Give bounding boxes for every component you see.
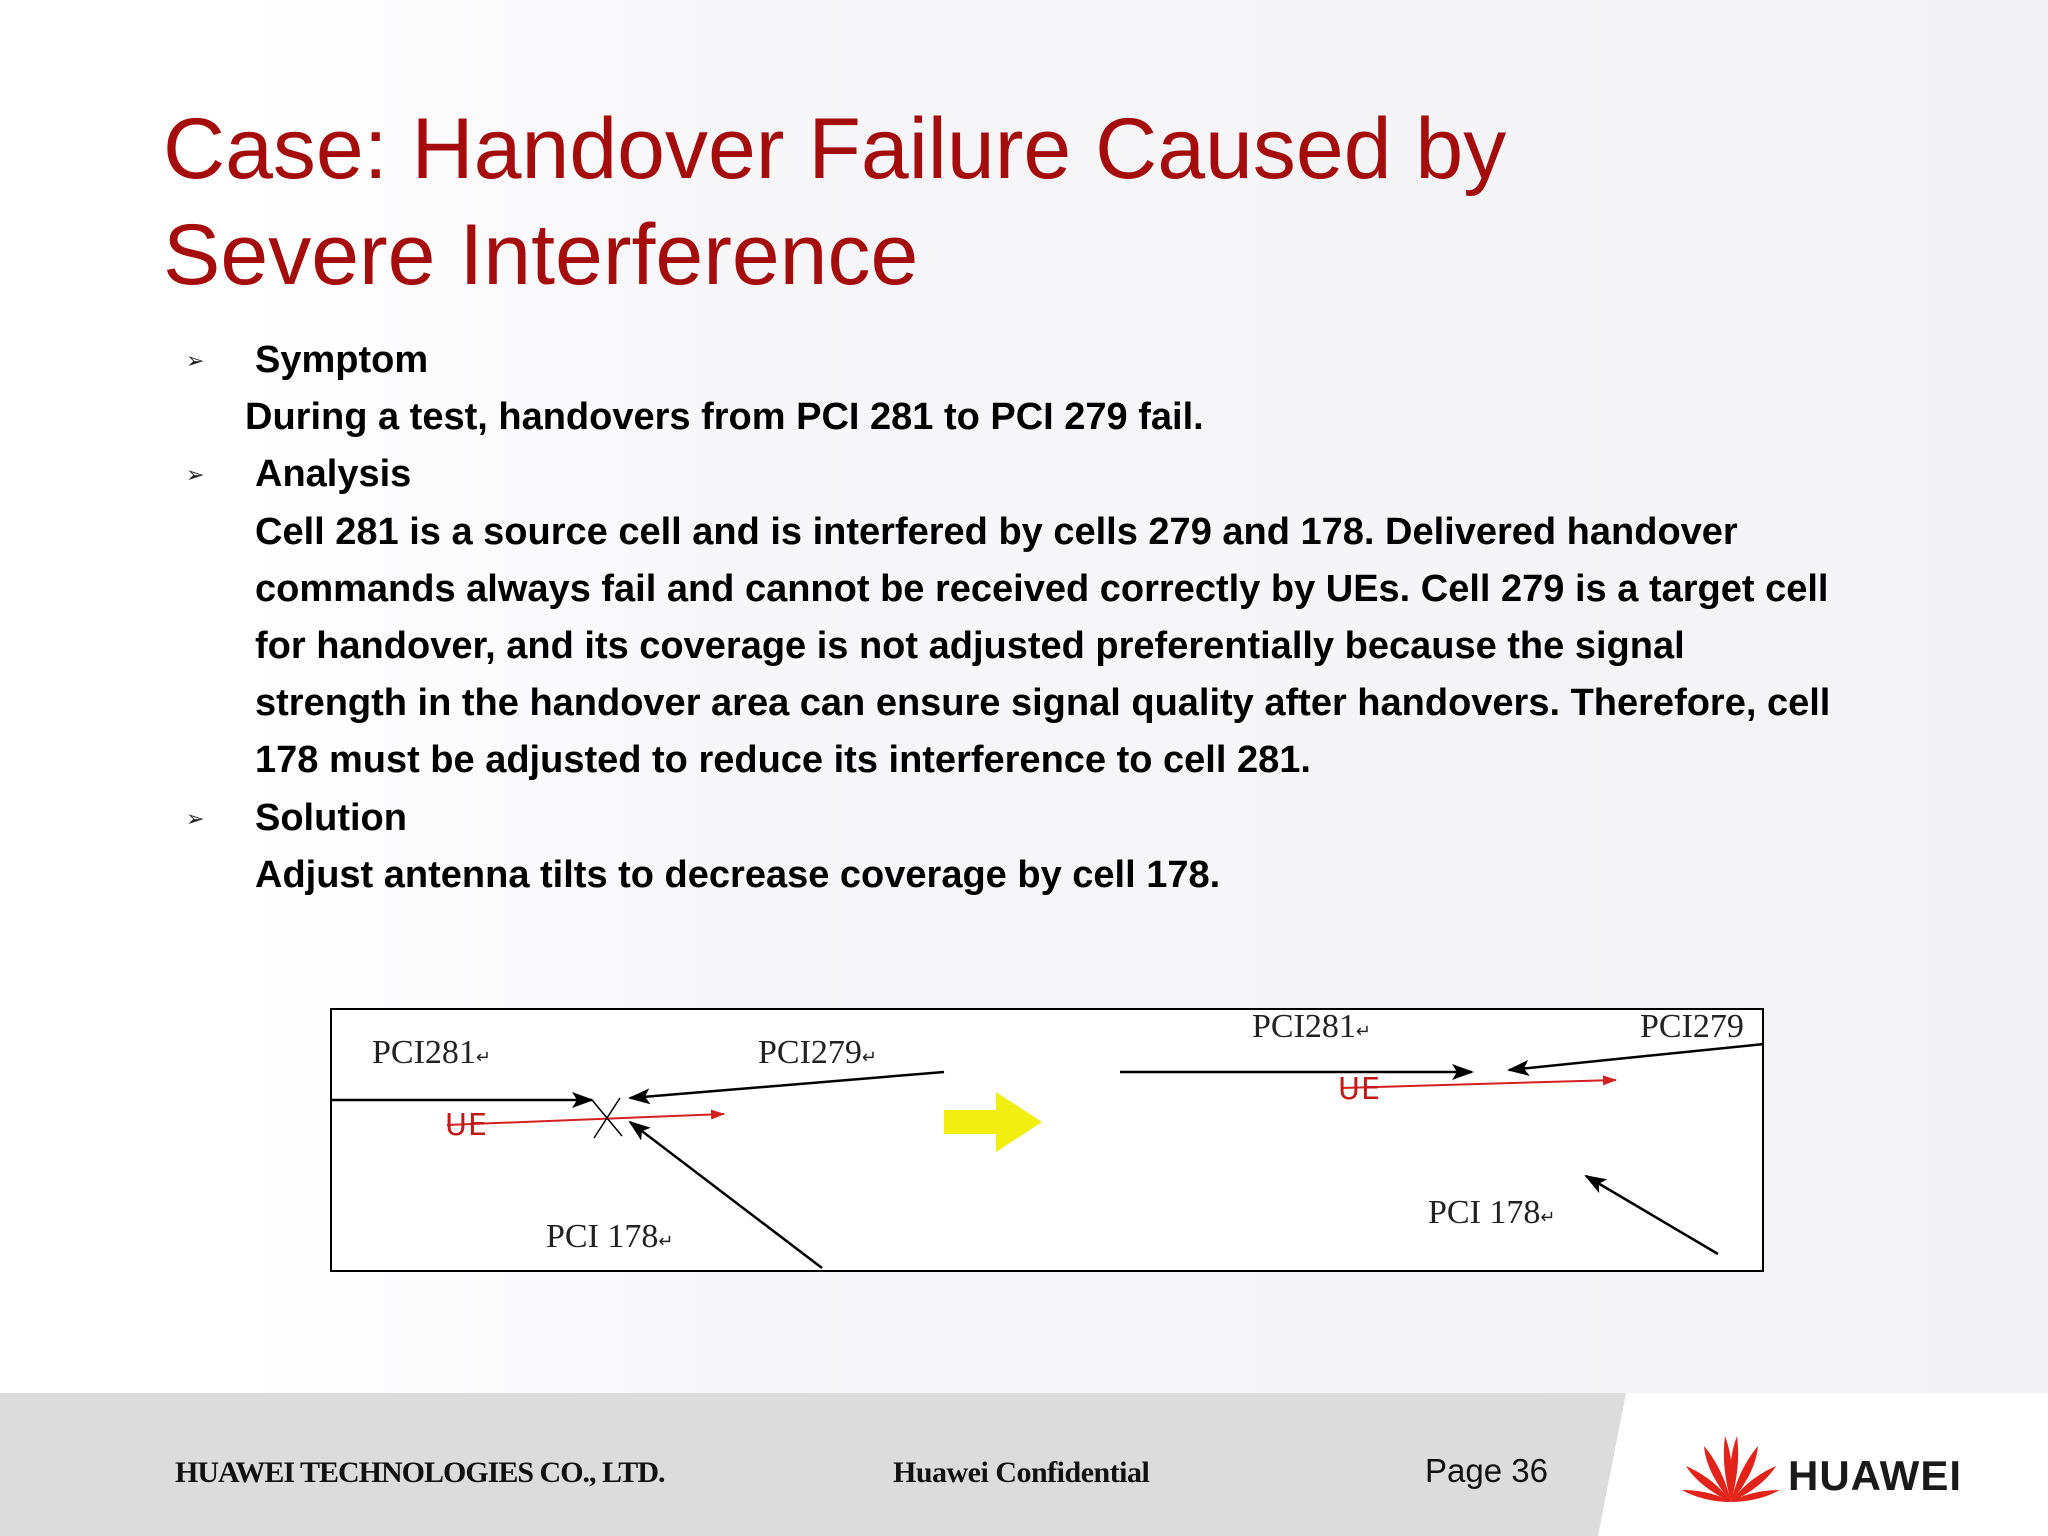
huawei-flower-logo-icon xyxy=(1676,1428,1786,1508)
arrow-bullet-icon: ➢ xyxy=(186,348,205,373)
before-pci281-label: PCI281↵ xyxy=(372,1034,492,1071)
pci279-signal-arrow xyxy=(630,1072,944,1098)
transition-arrow-icon xyxy=(944,1092,1042,1152)
title-line-2: Severe Interference xyxy=(163,207,919,303)
arrow-bullet-icon: ➢ xyxy=(186,805,205,831)
solution-heading-row xyxy=(180,790,1920,847)
after-ue-label: UE xyxy=(1338,1072,1381,1107)
analysis-line: for handover, and its coverage is not adjusted preferentially because the signal xyxy=(255,625,1685,668)
page-number: Page 36 xyxy=(1425,1452,1548,1489)
pci279-signal-arrow-after xyxy=(1509,1044,1762,1070)
ue-movement-arrow xyxy=(447,1114,724,1125)
confidential-label: Huawei Confidential xyxy=(893,1456,1150,1489)
symptom-text: During a test, handovers from PCI 281 to PCI 279 fail. xyxy=(245,396,1204,439)
symptom-heading-row xyxy=(180,332,1920,389)
title-line-1: Case: Handover Failure Caused by xyxy=(163,101,1507,197)
before-pci178-label: PCI 178↵ xyxy=(546,1218,674,1255)
analysis-line: strength in the handover area can ensure signal quality after handovers. Therefore, cell xyxy=(255,682,1831,725)
solution-text: Adjust antenna tilts to decrease coverage by cell 178. xyxy=(255,853,1221,896)
company-name: HUAWEI TECHNOLOGIES CO., LTD. xyxy=(175,1456,665,1489)
after-pci279-label: PCI279 xyxy=(1640,1008,1744,1045)
handover-diagram xyxy=(330,1008,1764,1272)
analysis-line: Cell 281 is a source cell and is interfered by cells 279 and 178. Delivered handover xyxy=(255,510,1738,553)
ue-movement-arrow-after xyxy=(1342,1080,1616,1088)
after-pci281-label: PCI281↵ xyxy=(1252,1008,1372,1045)
pci178-signal-arrow-after xyxy=(1586,1176,1718,1254)
symptom-heading: Symptom xyxy=(255,339,429,381)
huawei-logo-text: HUAWEI xyxy=(1788,1452,1962,1499)
analysis-line: 178 must be adjusted to reduce its interference to cell 281. xyxy=(255,739,1311,782)
before-ue-label: UE xyxy=(445,1108,488,1143)
after-pci178-label: PCI 178↵ xyxy=(1428,1194,1556,1231)
analysis-line: commands always fail and cannot be received correctly by UEs. Cell 279 is a target cell xyxy=(255,567,1829,610)
analysis-heading-row xyxy=(180,446,1920,503)
before-pci279-label: PCI279↵ xyxy=(758,1034,878,1071)
solution-heading: Solution xyxy=(255,796,407,839)
analysis-heading: Analysis xyxy=(255,453,412,496)
slide-body xyxy=(180,332,1920,904)
arrow-bullet-icon: ➢ xyxy=(186,462,205,488)
slide-title xyxy=(163,96,1913,308)
